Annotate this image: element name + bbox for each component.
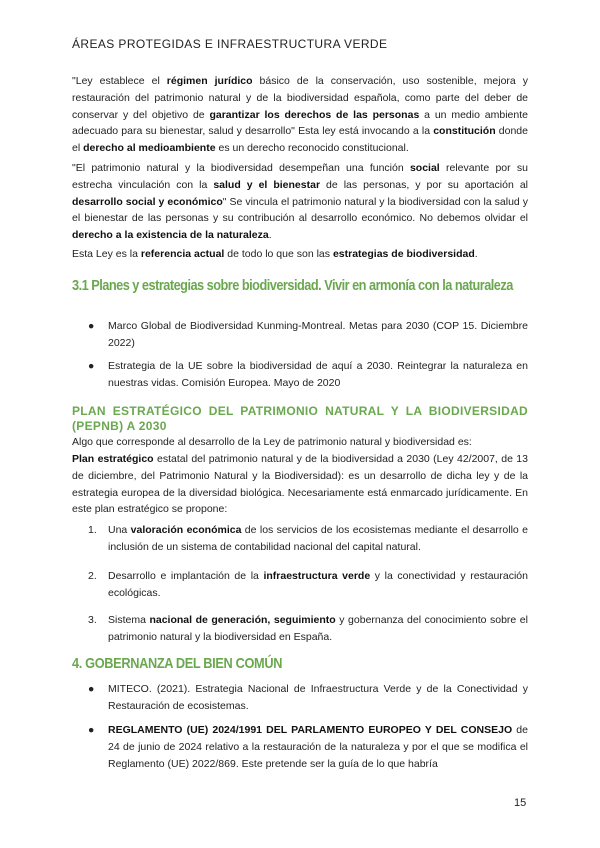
text-run: donde el bbox=[72, 125, 528, 155]
text-run: MITECO. (2021). Estrategia Nacional de Infraestructura Verde y de la Conectividad y Restauración de ecosistemas. bbox=[108, 683, 528, 712]
bold-term: referencia actual bbox=[140, 248, 225, 260]
bold-term: valoración económica bbox=[130, 524, 242, 536]
bold-term: salud y el bienestar bbox=[213, 178, 321, 191]
text-run: Desarrollo e implantación de la bbox=[108, 570, 264, 582]
list-number: 2. bbox=[88, 570, 97, 582]
text-run: Sistema bbox=[108, 614, 150, 626]
paragraph-pepnb-intro: Algo que corresponde al desarrollo de la Ley de patrimonio natural y biodiversidad es: bbox=[72, 436, 472, 448]
bold-term: nacional de generación, seguimiento bbox=[149, 614, 336, 626]
numbered-item-infraestructura bbox=[108, 568, 528, 602]
list-number: 1. bbox=[88, 524, 97, 536]
bullet-marker: ● bbox=[88, 360, 95, 372]
page-number: 15 bbox=[514, 797, 527, 809]
bullet-item-estrategia-ue: Estrategia de la UE sobre la biodiversidad de aquí a 2030. Reintegrar la naturaleza en nuestras vidas. Comisión Europea. Mayo de 2020 bbox=[108, 360, 528, 389]
text-run: básico de la conservación, uso sostenible, mejora y restauración del patrimonio natural y de la biodiversidad española, como parte del deber de conservar y del objetivo de bbox=[72, 75, 528, 121]
text-run: y gobernanza del conocimiento sobre el patrimonio natural y la biodiversidad en España. bbox=[108, 614, 528, 643]
bold-term: Plan estratégico bbox=[72, 453, 154, 465]
section-heading-3-1: 3.1 Planes y estrategias sobre biodiversidad. Vivir en armonía con la naturaleza bbox=[72, 277, 513, 294]
bullet-item-reglamento bbox=[108, 722, 528, 772]
text-run: a un medio ambiente adecuado para su bienestar, salud y desarrollo" Esta ley está invocando a la bbox=[72, 108, 528, 138]
bold-term: estrategias de biodiversidad bbox=[332, 248, 475, 260]
list-number: 3. bbox=[88, 614, 97, 626]
paragraph-referencia bbox=[72, 246, 528, 263]
text-run: estatal del patrimonio natural y de la biodiversidad a 2030 (Ley 42/2007, de 13 de diciembre, del Patrimonio Natural y la Biodiversidad): es un desarrollo de dicha ley y de la estrategia europea de la diversidad biológica. Necesariamente está enmarcado jurídicamente. En este plan estratégico se propone: bbox=[72, 453, 528, 516]
text-run: "Ley establece el bbox=[72, 75, 167, 87]
text-run: es un derecho reconocido constitucional. bbox=[215, 142, 409, 155]
numbered-item-sistema bbox=[108, 612, 528, 646]
bullet-item-kunming: Marco Global de Biodiversidad Kunming-Montreal. Metas para 2030 (COP 15. Diciembre 2022) bbox=[108, 320, 528, 349]
bold-term: garantizar los derechos de las personas bbox=[209, 108, 420, 121]
text-run: de todo lo que son las bbox=[224, 248, 333, 260]
section-heading-4: 4. GOBERNANZA DEL BIEN COMÚN bbox=[72, 655, 283, 672]
text-run: "El patrimonio natural y la biodiversidad desempeñan una función bbox=[72, 162, 410, 174]
text-run: de las personas, y por su aportación al bbox=[320, 178, 528, 191]
text-run: relevante por su estrecha vinculación con la bbox=[72, 162, 528, 191]
bold-term: régimen jurídico bbox=[166, 75, 253, 87]
text-run: . bbox=[474, 248, 478, 260]
bold-term: infraestructura verde bbox=[263, 570, 371, 582]
bold-term: derecho al medioambiente bbox=[83, 142, 216, 155]
bullet-marker: ● bbox=[88, 683, 95, 695]
bullet-item-miteco bbox=[108, 681, 528, 715]
paragraph-pepnb-body bbox=[72, 451, 528, 518]
bullet-marker: ● bbox=[88, 724, 95, 736]
text-run: y la conectividad y restauración ecológicas. bbox=[108, 570, 528, 599]
subsection-heading-pepnb: PLAN ESTRATÉGICO DEL PATRIMONIO NATURAL Y LA BIODIVERSIDAD (PEPNB) A 2030 bbox=[72, 404, 528, 433]
bullet-marker: ● bbox=[88, 320, 95, 332]
numbered-item-valoracion bbox=[108, 522, 528, 556]
bold-term: derecho a la existencia de la naturaleza bbox=[72, 229, 269, 242]
page-header: ÁREAS PROTEGIDAS E INFRAESTRUCTURA VERDE bbox=[72, 37, 388, 51]
bold-term: REGLAMENTO (UE) 2024/1991 DEL PARLAMENTO EUROPEO Y DEL CONSEJO bbox=[108, 724, 513, 736]
text-run: " Se vincula el patrimonio natural y la biodiversidad con la salud y el bienestar de las personas y su contribución al desarrollo económico. No debemos olvidar el bbox=[72, 195, 528, 225]
paragraph-ley-definicion bbox=[72, 73, 528, 157]
bold-term: social bbox=[409, 162, 440, 174]
text-run: Una bbox=[108, 524, 131, 536]
text-run: . bbox=[268, 229, 272, 242]
paragraph-patrimonio-natural bbox=[72, 160, 528, 244]
text-run: de los servicios de los ecosistemas mediante el desarrollo e inclusión de un sistema de contabilidad nacional del capital natural. bbox=[108, 524, 528, 553]
text-run: Esta Ley es la bbox=[72, 248, 141, 260]
text-run: de 24 de junio de 2024 relativo a la restauración de la naturaleza y por el que se modifica el Reglamento (UE) 2022/869. Este pretende ser la guía de lo que habría bbox=[108, 724, 528, 770]
bold-term: desarrollo social y económico bbox=[72, 195, 223, 208]
bold-term: constitución bbox=[433, 125, 496, 138]
